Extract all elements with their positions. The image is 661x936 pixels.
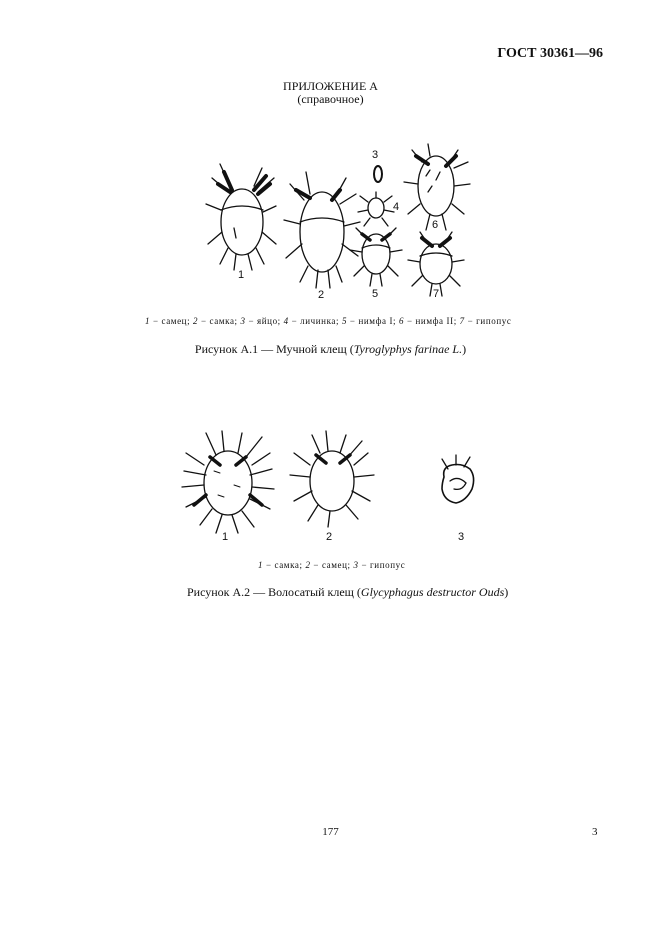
figure-2-label-3: 3 (458, 531, 465, 543)
figure-1-label-4: 4 (393, 201, 400, 213)
appendix-title: ПРИЛОЖЕНИЕ А (283, 79, 378, 93)
standard-code: ГОСТ 30361—96 (497, 46, 603, 61)
figure-2-caption: Рисунок А.2 — Волосатый клещ (Glycyphagus destructor Ouds) (187, 585, 509, 599)
figure-1-label-6: 6 (432, 219, 439, 231)
hypopus (408, 232, 464, 296)
hairy-mite-hypopus (442, 455, 474, 503)
figure-2-legend: 1 − самка; 2 − самец; 3 − гипопус (258, 560, 406, 570)
figure-1-label-3: 3 (372, 149, 379, 161)
appendix-heading (0, 80, 661, 106)
figure-1-label-7: 7 (433, 288, 440, 300)
egg (374, 166, 382, 182)
mite-male (206, 164, 276, 270)
figure-1-legend: 1 − самец; 2 − самка; 3 − яйцо; 4 − личинка; 5 − нимфа I; 6 − нимфа II; 7 − гипопус (145, 316, 512, 326)
appendix-subtitle: (справочное) (297, 92, 364, 106)
figure-1-label-1: 1 (238, 269, 245, 281)
page-number: 177 (322, 826, 339, 838)
sheet-number: 3 (592, 826, 598, 838)
nymph-1 (350, 228, 402, 286)
hairy-mite-female (182, 431, 274, 533)
figure-1-caption: Рисунок А.1 — Мучной клещ (Tyroglyphys farinae L.) (194, 342, 467, 356)
figure-2-illustration (180, 425, 490, 545)
figure-1-label-2: 2 (318, 289, 325, 301)
figure-2-label-1: 1 (222, 531, 229, 543)
nymph-2 (404, 144, 470, 230)
hairy-mite-male (290, 431, 374, 527)
mite-female (284, 172, 360, 288)
larva (358, 192, 394, 226)
figure-1-label-5: 5 (372, 288, 379, 300)
figure-2-label-2: 2 (326, 531, 333, 543)
figure-1-illustration (190, 140, 480, 305)
